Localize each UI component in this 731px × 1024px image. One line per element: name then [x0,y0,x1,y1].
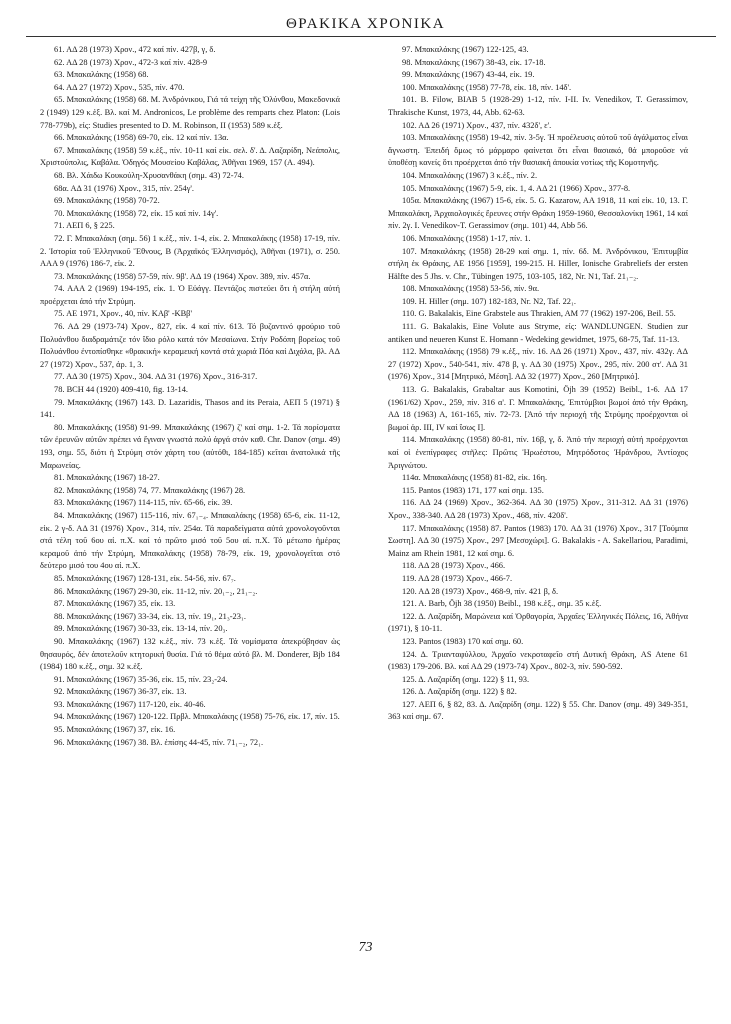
footnote: 62. ΑΔ 28 (1973) Χρον., 472-3 καί πίν. 428-9 [54,57,208,67]
footnote: 72. Γ. Μπακαλάκη (σημ. 56) 1 κ.ἑξ., πίν. 1-4, εἰκ. 2. Μπακαλάκης (1958) 17-19, πίν. 2. Ἱστορία τοῦ Ἑλληνικοῦ Ἔθνους, Β (Ἀρχαϊκός Ἑλληνισμός), Ἀθῆναι (1971), σ. 250. ΑΑΑ 9 (1976) 186-7, εἰκ. 2. [40,233,340,269]
footnote: 90. Μπακαλάκης (1967) 132 κ.ἑξ., πίν. 73 κ.ἑξ. Τά νομίσματα ἀπεκρύβησαν ὡς θησαυρός, δέν ἀποτελοῦν κτητορική θυσία. Γιά τό θέμα αὐτό βλ. M. Donderer, Bjb 184 (1984) 180 κ.ἑξ., σημ. 32 κ.ἑξ. [40,636,340,672]
footnote: 91. Μπακαλάκης (1967) 35-36, εἰκ. 15, πίν. 23₂-24. [54,674,228,684]
footnote: 88. Μπακαλάκης (1967) 33-34, εἰκ. 13, πίν. 19₁, 21₃-23₁. [54,611,246,621]
footnote: 117. Μπακαλάκης (1958) 87. Pantos (1983) 170. ΑΔ 31 (1976) Χρον., 317 [Τούμπα Σωστη]. ΑΔ 30 (1975) Χρον., 297 [Μεσοχώρι]. G. Bakalakis - A. Sakellariou, Paradimi, Mainz am Rhein 1981, 12 καί σημ. 6. [388,523,688,558]
footnote: 119. ΑΔ 28 (1973) Χρον., 466-7. [402,573,513,583]
footnote: 118. ΑΔ 28 (1973) Χρον., 466. [402,561,506,571]
footnote: 105α. Μπακαλάκης (1967) 15-6, εἰκ. 5. G. Kazarow, AA 1918, 11 καί εἰκ. 10, 13. Γ. Μπακαλάκη, Ἀρχαιολογικές ἔρευνες στήν Θράκη 1959-1960, Θεσσαλονίκη 1961, 14 καί πίν. 2γ. I. Venedikov-T. Gerassimov (σημ. 101) 44, Abb 56. [388,196,688,231]
footnote: 116. ΑΔ 24 (1969) Χρον., 362-364. ΑΔ 30 (1975) Χρον., 311-312. ΑΔ 31 (1976) Χρον., 338-340. ΑΔ 28 (1973) Χρον., 468, πίν. 420δ'. [388,498,688,520]
footnote: 123. Pantos (1983) 170 καί σημ. 60. [402,636,524,646]
footnote: 111. G. Bakalakis, Eine Volute aus Stryme, εἰς: WANDLUNGEN. Studien zur antiken und neueren Kunst E. Homann - Wedeking gewidmet, 1975, 68-75, Taf. 11-13. [388,322,688,344]
footnote: 120. ΑΔ 28 (1973) Χρον., 468-9, πίν. 421 β, δ. [402,586,559,596]
footnote: 112. Μπακαλάκης (1958) 79 κ.ἑξ., πίν. 16. ΑΔ 26 (1971) Χρον., 437, πίν. 432γ. ΑΔ 27 (1972) Χρον., 540-541, πίν. 478 β, γ. ΑΔ 30 (1975) Χρον., 295, πίν. 200 στ'. ΑΔ 31 (1976) Χρον., 314 [Μητρικό, Μέση]. ΑΔ 32 (1977) Χρον., 260 [Μητρικό]. [388,347,688,382]
footnote: 82. Μπακαλάκης (1958) 74, 77. Μπακαλάκης (1967) 28. [54,485,246,495]
right-footnote-column [388,44,688,724]
footnote: 87. Μπακαλάκης (1967) 35, εἰκ. 13. [54,599,176,609]
header-rule [26,36,716,37]
footnote: 65. Μπακαλάκης (1958) 68. Μ. Ἀνδρόνικου, Γιά τά τείχη τῆς Ὀλύνθου, Μακεδονικά 2 (1949) 129 κ.ἑξ. Βλ. καί M. Andronicos, Le problème des remparts chez Platon: (Lois 778-779b), εἰς: Studies presented to D. M. Robinson, II (1953) 589 κ.ἑξ. [40,95,340,130]
footnote: 96. Μπακαλάκης (1967) 38. Βλ. ἐπίσης 44-45, πίν. 71₁₋₂, 72₁. [54,737,264,747]
footnote: 81. Μπακαλάκης (1967) 18-27. [54,473,160,483]
footnote: 67. Μπακαλάκης (1958) 59 κ.ἑξ., πίν. 10-11 καί εἰκ. σελ. δ'. Δ. Λαζαρίδη, Νεάπολις, Χριστούπολις, Καβάλα. Ὁδηγός Μουσείου Καβάλας, Ἀθῆναι 1969, 157 (Α. 494). [40,145,340,168]
footnote: 98. Μπακαλάκης (1967) 38-43, εἰκ. 17-18. [402,57,546,67]
footnote: 97. Μπακαλάκης (1967) 122-125, 43. [402,45,529,54]
footnote: 107. Μπακαλάκης (1958) 28-29 καί σημ. 1, πίν. 6δ. Μ. Ἀνδρόνικου, Ἐπιτυμβία στήλη ἐκ Θράκης, ΑΕ 1956 [1959], 199-215. H. Hiller, Ionische Grabreliefs der ersten Hälfte des 5 Jhs. v. Chr., Tübingen 1975, 103-105, 182, Nr. N1, Taf. 21₁₋₂. [388,246,688,281]
footnote: 70. Μπακαλάκης (1958) 72, εἰκ. 15 καί πίν. 14γ'. [54,208,219,218]
footnote: 102. ΑΔ 26 (1971) Χρον., 437, πίν. 432δ', ε'. [402,120,552,130]
footnote: 113. G. Bakalakis, Grabaltar aus Komotini, Öjh 39 (1952) Beibl., 1-6. ΑΔ 17 (1961/62) Χρον., 259, πίν. 316 α'. Γ. Μπακαλάκης, Ἐπιτύμβιοι βωμοί ἀπό τήν Θράκη, ΑΔ 18 (1963) Α, 161-165, πίν. 72-73. [Ἀπό τήν περιοχή τῆς Στρύμης προέρχονται οἱ βωμοί ἀρ. III, IV καί ἴσως I]. [388,385,688,432]
footnote: 66. Μπακαλάκης (1958) 69-70, εἰκ. 12 καί πίν. 13α. [54,133,229,143]
footnote: 73. Μπακαλάκης (1958) 57-59, πίν. 9β'. ΑΔ 19 (1964) Χρον. 389, πίν. 457α. [54,271,311,281]
footnote: 124. Δ. Τριανταφύλλου, Ἀρχαῖο νεκροταφεῖο στή Δυτική Θράκη, AS Atene 61 (1983) 179-206. Βλ. καί ΑΔ 29 (1973-74) Χρον., 802-3, πίν. 590-592. [388,649,688,672]
footnote: 80. Μπακαλάκης (1958) 91-99. Μπακαλάκης (1967) ζ' καί σημ. 1-2. Τά πορίσματα τῶν ἐρευνῶν αὐτῶν πρέπει νά ἔγιναν γνωστά πολύ ἀργά στόν καθ. Chr. Danov (σημ. 49) 193, σημ. 55, διότι ἡ Στρύμη στόν χάρτη του (αὐτόθι, 184-185) κεῖται ἀνατολικά τῆς Μαρωνείας. [40,422,340,470]
footnote: 76. ΑΔ 29 (1973-74) Χρον., 827, εἰκ. 4 καί πίν. 613. Τό βυζαντινό φρούριο τοῦ Πολυάνθου διαδραμάτιζε τόν ἴδιο ρόλο κατά τόν Μεσαίωνα. Στήν Ροδόπη βορείως τοῦ Πολυάνθου ἐντοπίσθηκε «θρακική» κεραμεική κοντά στά χωριά Πόα καί Διχάλα, βλ. ΑΔ 27 (1972) Χρον., 537, ἀρ. 1, 3. [40,322,340,369]
footnote: 77. ΑΔ 30 (1975) Χρον., 304. ΑΔ 31 (1976) Χρον., 316-317. [54,372,258,382]
footnote: 74. ΑΑΑ 2 (1969) 194-195, εἰκ. 1. Ὁ Εὐάγγ. Πεντάζος πιστεύει ὅτι ἡ στήλη αὐτή προέρχεται ἀπό τήν Στρύμη. [40,284,340,306]
footnote: 103. Μπακαλάκης (1958) 19-42, πίν. 3-5γ. Ἡ προέλευσις αὐτοῦ τοῦ ἀγάλματος εἶναι ἄγνωστη. Ἐπειδή ὅμως τό μάρμαρο φαίνεται ὅτι εἶναι θασιακό, θά μποροῦσε νά ὑποθέσῃ κανείς ὅτι προέρχεται ἀπό τήν θασιακή ἀποικία νοτίως τῆς Κομοτηνῆς. [388,133,688,168]
footnote: 100. Μπακαλάκης (1958) 77-78, εἰκ. 18, πίν. 14δ'. [402,82,572,92]
footnote: 64. ΑΔ 27 (1972) Χρον., 535, πίν. 470. [54,82,185,92]
page-number: 73 [358,940,373,955]
footnote: 110. G. Bakalakis, Eine Grabstele aus Thrakien, AM 77 (1962) 197-206, Beil. 55. [402,309,676,319]
footnote: 68. Βλ. Χάιδω Κουκούλη-Χρυσανθάκη (σημ. 43) 72-74. [54,170,244,180]
footnote: 125. Δ. Λαζαρίδη (σημ. 122) § 11, 93. [402,674,530,684]
footnote: 95. Μπακαλάκης (1967) 37, εἰκ. 16. [54,725,176,735]
footnote: 115. Pantos (1983) 171, 177 καί σημ. 135. [402,485,544,495]
footnote: 61. ΑΔ 28 (1973) Χρον., 472 καί πίν. 427β, γ, δ. [54,45,216,54]
left-footnote-column [40,44,340,749]
footnote: 106. Μπακαλάκης (1958) 1-17, πίν. 1. [402,233,531,243]
footnote: 108. Μπακαλάκης (1958) 53-56, πίν. 9α. [402,284,540,294]
footnote: 78. BCH 44 (1920) 409-410, fig. 13-14. [54,385,188,395]
footnote: 85. Μπακαλάκης (1967) 128-131, εἰκ. 54-56, πίν. 67₇. [54,573,236,583]
footnote: 63. Μπακαλάκης (1958) 68. [54,70,149,80]
running-header: ΘΡΑΚΙΚΑ ΧΡΟΝΙΚΑ [285,16,446,32]
footnote: 121. A. Barb, Öjh 38 (1950) Beibl., 198 κ.ἑξ., σημ. 35 κ.ἑξ. [402,599,602,609]
footnote: 79. Μπακαλάκης (1967) 143. D. Lazaridis, Thasos and its Peraia, ΑΕΠ 5 (1971) § 141. [40,397,340,420]
footnote: 101. B. Filow, BIAB 5 (1928-29) 1-12, πίν. I-II. Iv. Venedikov, T. Gerassimov, Thrakische Kunst, 1973, 44, Abb. 62-63. [388,95,688,117]
footnote: 69. Μπακαλάκης (1958) 70-72. [54,196,160,206]
footnote: 126. Δ. Λαζαρίδη (σημ. 122) § 82. [402,687,517,697]
footnote: 127. ΑΕΠ 6, § 82, 83. Δ. Λαζαρίδη (σημ. 122) § 55. Chr. Danov (σημ. 49) 349-351, 363 καί σημ. 67. [388,699,688,722]
footnote: 68α. ΑΔ 31 (1976) Χρον., 315, πίν. 254γ'. [54,183,194,193]
footnote: 75. ΑΕ 1971, Χρον., 40, πίν. ΚΑβ' -ΚΒβ' [54,309,192,319]
footnote: 114. Μπακαλάκης (1958) 80-81, πίν. 16β, γ, δ. Ἀπό τήν περιοχή αὐτή προέρχονται καί οἱ ἐνεπίγραφες στῆλες: Πρῶτις Ἡρωέστου, Μητρόδοτος Ἡράνδρου, Ἀντίοχος Ἀριγνώτου. [388,435,688,470]
footnote: 99. Μπακαλάκης (1967) 43-44, εἰκ. 19. [402,70,535,80]
footnote: 109. H. Hiller (σημ. 107) 182-183, Nr. N2, Taf. 22₁. [402,296,576,306]
footnote: 105. Μπακαλάκης (1967) 5-9, εἰκ. 1, 4. ΑΔ 21 (1966) Χρον., 377-8. [402,183,631,193]
footnote: 71. ΑΕΠ 6, § 225. [54,221,115,231]
footnote: 92. Μπακαλάκης (1967) 36-37, εἰκ. 13. [54,687,187,697]
footnote: 122. Δ. Λαζαρίδη, Μαρώνεια καί Ὀρθαγορία, Ἀρχαῖες Ἑλληνικές Πόλεις, 16, Ἀθήνα (1971), § 10-11. [388,611,688,634]
footnote: 104. Μπακαλάκης (1967) 3 κ.ἑξ., πίν. 2. [402,170,538,180]
footnote: 114α. Μπακαλάκης (1958) 81-82, εἰκ. 16η. [402,473,548,483]
footnote: 86. Μπακαλάκης (1967) 29-30, εἰκ. 11-12, πίν. 20₁₋₂, 21₁₋₂. [54,586,258,596]
footnote: 93. Μπακαλάκης (1967) 117-120, εἰκ. 40-46. [54,699,206,709]
footnote: 94. Μπακαλάκης (1967) 120-122. Πρβλ. Μπακαλάκης (1958) 75-76, εἰκ. 17, πίν. 15. [54,712,340,722]
footnote: 84. Μπακαλάκης (1967) 115-116, πίν. 67₁₋₄. Μπακαλάκης (1958) 65-6, εἰκ. 11-12, εἰκ. 2 γ-δ. ΑΔ 31 (1976) Χρον., 314, πίν. 254α. Τά παραδείγματα αὐτά χρονολογοῦνται στά τέλη τοῦ 6ου αἰ. π.Χ. καί τό πρῶτο μισό τοῦ 5ου αἰ. π.Χ. Τό μέτωπο ἡμέρας κεραμοῦ ἀπό τήν Στρύμη, Μπακαλάκης (1958) 78-79, εἰκ. 19, χρονολογεῖται στό δεύτερο μισό του 4ου αἰ. π.Χ. [40,510,340,571]
footnote: 89. Μπακαλάκης (1967) 30-33, εἰκ. 13-14, πίν. 20₃. [54,624,228,634]
footnote: 83. Μπακαλάκης (1967) 114-115, πίν. 65-66, εἰκ. 39. [54,498,233,508]
